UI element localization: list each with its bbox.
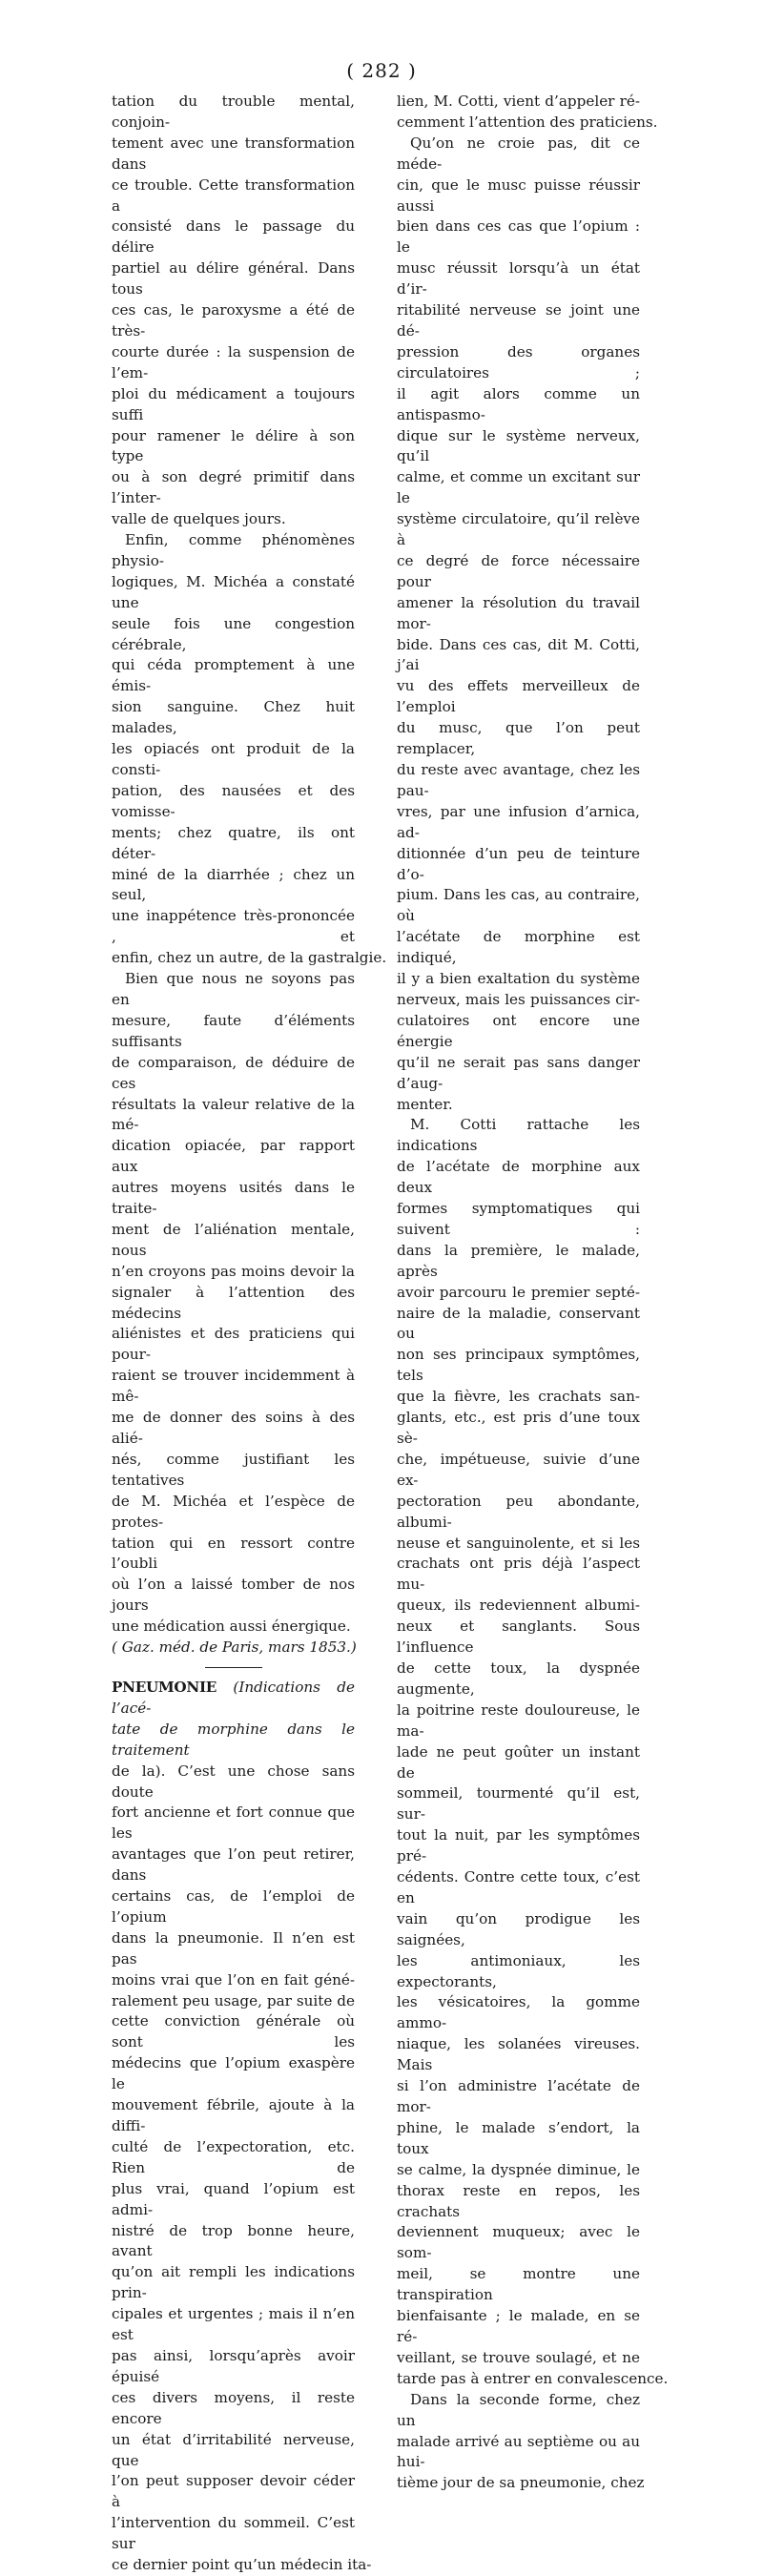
text-line: ( Gaz. méd. de Paris, mars 1853.) — [112, 1638, 357, 1657]
text-line: me de donner des soins à des alié- — [112, 1409, 355, 1447]
text-line: M. Cotti rattache les indications — [397, 1116, 640, 1155]
text-line: ralement peu usage, par suite de — [112, 1991, 355, 2009]
text-line: formes symptomatiques qui suivent : — [397, 1200, 640, 1238]
text-line: cédents. Contre cette toux, c’est en — [397, 1868, 640, 1906]
text-line: les antimoniaux, les expectorants, — [397, 1951, 640, 1990]
text-line: vain qu’on prodigue les saignées, — [397, 1909, 640, 1948]
text-line: pour ramener le délire à son type — [112, 426, 355, 465]
text-line: pas ainsi, lorsqu’après avoir épuisé — [112, 2346, 355, 2385]
text-line: seule fois une congestion cérébrale, — [112, 614, 355, 653]
text-line: aliénistes et des praticiens qui pour- — [112, 1325, 355, 1364]
text-line: dique sur le système nerveux, qu’il — [397, 426, 640, 465]
text-line: médecins que l’opium exaspère le — [112, 2054, 355, 2093]
text-line: Qu’on ne croie pas, dit ce méde- — [397, 134, 640, 173]
text-line: ploi du médicament a toujours suffi — [112, 384, 355, 423]
text-line: neuse et sanguinolente, et si les — [397, 1534, 640, 1552]
text-line: ment de l’aliénation mentale, nous — [112, 1220, 355, 1259]
text-line: queux, ils redeviennent albumi- — [397, 1597, 640, 1615]
text-line: une inappétence très-prononcée , et — [112, 907, 355, 946]
text-line: résultats la valeur relative de la mé- — [112, 1095, 355, 1134]
text-line: naire de la maladie, conservant ou — [397, 1304, 640, 1343]
text-line: de cette toux, la dyspnée augmente, — [397, 1659, 640, 1698]
text-line: sommeil, tourmenté qu’il est, sur- — [397, 1784, 640, 1824]
text-line: lade ne peut goûter un instant de — [397, 1742, 640, 1782]
text-line: de l’acétate de morphine aux deux — [397, 1158, 640, 1197]
text-line: avantages que l’on peut retirer, dans — [112, 1845, 355, 1885]
text-line: bien dans ces cas que l’opium : le — [397, 217, 640, 257]
text-line: tième jour de sa pneumonie, chez — [397, 2474, 645, 2492]
text-line: che, impétueuse, suivie d’une ex- — [397, 1450, 640, 1489]
text-line: ces cas, le paroxysme a été de très- — [112, 301, 355, 340]
text-line: vres, par une infusion d’arnica, ad- — [397, 802, 640, 841]
text-line: tation qui en ressort contre l’oubli — [112, 1534, 355, 1573]
section-separator — [205, 1667, 262, 1668]
text-line: ce degré de force nécessaire pour — [397, 551, 640, 590]
text-line: se calme, la dyspnée diminue, le — [397, 2160, 640, 2178]
text-line: ritabilité nerveuse se joint une dé- — [397, 301, 640, 340]
text-line: de comparaison, de déduire de ces — [112, 1053, 355, 1092]
text-line: pression des organes circulatoires ; — [397, 342, 640, 381]
text-line: ou à son degré primitif dans l’inter- — [112, 468, 355, 507]
text-line: non ses principaux symptômes, tels — [397, 1346, 640, 1385]
text-line: dication opiacée, par rapport aux — [112, 1137, 355, 1176]
text-line: où l’on a laissé tomber de nos jours — [112, 1576, 355, 1615]
text-line: mesure, faute d’éléments suffisants — [112, 1011, 355, 1050]
text-line: niaque, les solanées vireuses. Mais — [397, 2035, 640, 2074]
text-line: certains cas, de l’emploi de l’opium — [112, 1887, 355, 1926]
text-line: amener la résolution du travail mor- — [397, 593, 640, 632]
text-line: n’en croyons pas moins devoir la — [112, 1262, 355, 1280]
right-text-column — [397, 92, 669, 2494]
text-line: la poitrine reste douloureuse, le ma- — [397, 1700, 640, 1740]
text-line: cemment l’attention des praticiens. — [397, 113, 658, 131]
text-line: sion sanguine. Chez huit malades, — [112, 698, 355, 737]
text-line: tout la nuit, par les symptômes pré- — [397, 1826, 640, 1865]
text-line: enfin, chez un autre, de la gastralgie. — [112, 949, 387, 967]
text-line: bienfaisante ; le malade, en se ré- — [397, 2307, 640, 2345]
text-line: pectoration peu abondante, albumi- — [397, 1492, 640, 1531]
text-line: si l’on administre l’acétate de mor- — [397, 2077, 640, 2115]
text-line: pation, des nausées et des vomisse- — [112, 781, 355, 820]
text-line: tate de morphine dans le traitement — [112, 1720, 355, 1759]
text-line: tarde pas à entrer en convalescence. — [397, 2369, 669, 2387]
text-line: thorax reste en repos, les crachats — [397, 2181, 640, 2220]
text-line: plus vrai, quand l’opium est admi- — [112, 2179, 355, 2218]
text-line: partiel au délire général. Dans tous — [112, 259, 355, 299]
left-text-column — [112, 92, 387, 2576]
text-line: Dans la seconde forme, chez un — [397, 2390, 640, 2429]
text-line: il agit alors comme un antispasmo- — [397, 384, 640, 423]
text-line: courte durée : la suspension de l’em- — [112, 342, 355, 381]
text-line: cette conviction générale où sont les — [112, 2012, 355, 2051]
text-line: ce dernier point qu’un médecin ita- — [112, 2556, 372, 2574]
text-line: il y a bien exaltation du système — [397, 970, 640, 988]
text-line: qu’il ne serait pas sans danger d’aug- — [397, 1053, 640, 1092]
text-line: PNEUMONIE (Indications de l’acé- — [112, 1678, 355, 1717]
text-line: culté de l’expectoration, etc. Rien de — [112, 2137, 355, 2176]
text-line: pium. Dans les cas, au contraire, où — [397, 886, 640, 925]
text-line: miné de la diarrhée ; chez un seul, — [112, 865, 355, 904]
text-line: les opiacés ont produit de la consti- — [112, 740, 355, 778]
text-line: cipales et urgentes ; mais il n’en est — [112, 2305, 355, 2344]
text-line: ce trouble. Cette transformation a — [112, 175, 355, 215]
text-line: système circulatoire, qu’il relève à — [397, 510, 640, 549]
text-line: deviennent muqueux; avec le som- — [397, 2223, 640, 2262]
text-line: un état d’irritabilité nerveuse, que — [112, 2430, 355, 2469]
text-line: Enfin, comme phénomènes physio- — [112, 531, 355, 569]
page-number: ( 282 ) — [346, 59, 417, 82]
text-line: calme, et comme un excitant sur le — [397, 468, 640, 507]
text-line: autres moyens usités dans le traite- — [112, 1179, 355, 1218]
text-line: meil, se montre une transpiration — [397, 2265, 640, 2304]
text-line: tement avec une transformation dans — [112, 134, 355, 173]
text-line: l’intervention du sommeil. C’est sur — [112, 2514, 355, 2553]
text-line: les vésicatoires, la gomme ammo- — [397, 1993, 640, 2032]
text-line: nistré de trop bonne heure, avant — [112, 2221, 355, 2260]
text-line: avoir parcouru le premier septé- — [397, 1283, 640, 1301]
text-line: logiques, M. Michéa a constaté une — [112, 572, 355, 611]
text-line: qu’on ait rempli les indications prin- — [112, 2263, 355, 2302]
text-line: vu des effets merveilleux de l’emploi — [397, 677, 640, 716]
text-line: mouvement fébrile, ajoute à la diffi- — [112, 2096, 355, 2134]
text-line: musc réussit lorsqu’à un état d’ir- — [397, 259, 640, 299]
text-line: l’acétate de morphine est indiqué, — [397, 928, 640, 967]
text-line: phine, le malade s’endort, la toux — [397, 2118, 640, 2157]
text-line: glants, etc., est pris d’une toux sè- — [397, 1409, 640, 1447]
text-line: nés, comme justifiant les tentatives — [112, 1450, 355, 1489]
text-line: veillant, se trouve soulagé, et ne — [397, 2348, 640, 2366]
text-line: qui céda promptement à une émis- — [112, 656, 355, 695]
text-line: consisté dans le passage du délire — [112, 217, 355, 257]
text-line: tation du trouble mental, conjoin- — [112, 93, 355, 131]
text-line: moins vrai que l’on en fait géné- — [112, 1970, 355, 1989]
text-line: malade arrivé au septième ou au hui- — [397, 2432, 640, 2471]
text-line: du reste avec avantage, chez les pau- — [397, 761, 640, 799]
text-line: menter. — [397, 1095, 453, 1113]
text-line: dans la première, le malade, après — [397, 1241, 640, 1280]
text-line: que la fièvre, les crachats san- — [397, 1388, 640, 1406]
text-line: nerveux, mais les puissances cir- — [397, 990, 640, 1008]
text-line: raient se trouver incidemment à mê- — [112, 1367, 355, 1406]
text-line: Bien que nous ne soyons pas en — [112, 970, 355, 1008]
text-line: ditionnée d’un peu de teinture d’o- — [397, 844, 640, 883]
text-line: culatoires ont encore une énergie — [397, 1011, 640, 1050]
text-line: bide. Dans ces cas, dit M. Cotti, j’ai — [397, 635, 640, 674]
text-line: crachats ont pris déjà l’aspect mu- — [397, 1555, 640, 1594]
text-line: une médication aussi énergique. — [112, 1618, 351, 1636]
text-line: de M. Michéa et l’espèce de protes- — [112, 1492, 355, 1531]
text-line: dans la pneumonie. Il n’en est pas — [112, 1928, 355, 1968]
text-line: signaler à l’attention des médecins — [112, 1283, 355, 1322]
text-line: ces divers moyens, il reste encore — [112, 2388, 355, 2427]
text-line: l’on peut supposer devoir céder à — [112, 2472, 355, 2511]
text-line: valle de quelques jours. — [112, 510, 286, 528]
text-line: ments; chez quatre, ils ont déter- — [112, 823, 355, 862]
text-line: de la). C’est une chose sans doute — [112, 1762, 355, 1801]
text-line: du musc, que l’on peut remplacer, — [397, 719, 640, 758]
text-line: cin, que le musc puisse réussir aussi — [397, 175, 640, 215]
text-line: neux et sanglants. Sous l’influence — [397, 1618, 640, 1657]
text-line: lien, M. Cotti, vient d’appeler ré- — [397, 93, 640, 110]
text-line: fort ancienne et fort connue que les — [112, 1803, 355, 1843]
